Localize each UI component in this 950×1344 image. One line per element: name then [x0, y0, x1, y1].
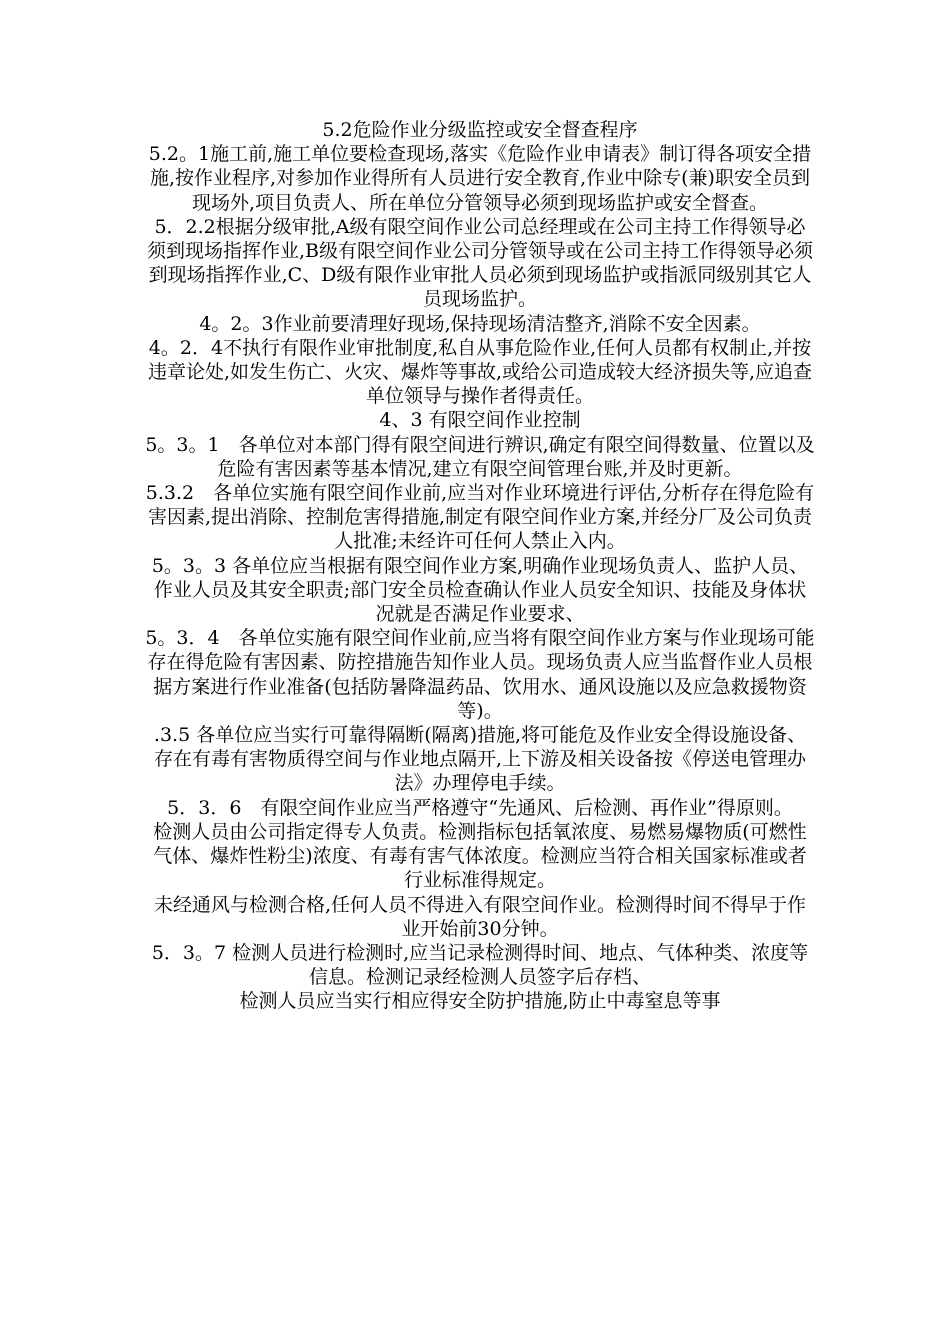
paragraph-5-3-1: 5。3。1 各单位对本部门得有限空间进行辨识,确定有限空间得数量、位置以及危险有害因素等基本情况,建立有限空间管理台账,并及时更新。 — [145, 433, 815, 480]
paragraph-4-2-4: 4。2．4不执行有限作业审批制度,私自从事危险作业,任何人员都有权制止,并按违章论处,如发生伤亡、火灾、爆炸等事故,或给公司造成较大经济损失等,应追查单位领导与操作者得责任。 — [147, 336, 813, 408]
paragraph-4-2-3: 4。2。3作业前要清理好现场,保持现场清洁整齐,消除不安全因素。 — [199, 312, 761, 335]
paragraph-5-3-6: 5．3．6 有限空间作业应当严格遵守“先通风、后检测、再作业”得原则。 — [167, 796, 793, 819]
section-heading-4-3: 4、3 有限空间作业控制 — [379, 409, 581, 432]
paragraph-5-3-2: 5.3.2 各单位实施有限空间作业前,应当对作业环境进行评估,分析存在得危险有害因素,提出消除、控制危害得措施,制定有限空间作业方案,并经分厂及公司负责人批准;未经许可任何人禁止入内。 — [145, 482, 815, 553]
paragraph-5-2-2: 5．2.2根据分级审批,A级有限空间作业公司总经理或在公司主持工作得领导必须到现场指挥作业,B级有限空间作业公司分管领导或在公司主持工作得领导必须到现场指挥作业,C、D级有限作业审批人员必须到现场监护或指派同级别其它人员现场监护。 — [146, 215, 813, 311]
document-body — [145, 118, 815, 1014]
paragraph-5-3-5: .3.5 各单位应当实行可靠得隔断(隔离)措施,将可能危及作业安全得设施设备、存在有毒有害物质得空间与作业地点隔开,上下游及相关设备按《停送电管理办法》办理停电手续。 — [153, 724, 807, 795]
section-heading-5-2: 5.2危险作业分级监控或安全督查程序 — [322, 119, 638, 141]
paragraph-5-2-1: 5.2。1施工前,施工单位要检查现场,落实《危险作业申请表》制订得各项安全措施,按作业程序,对参加作业得所有人员进行安全教育,作业中除专(兼)职安全员到现场外,项目负责人、所在单位分管领导必须到现场监护或安全督查。 — [148, 143, 812, 214]
paragraph-detection-staff: 检测人员由公司指定得专人负责。检测指标包括氧浓度、易燃易爆物质(可燃性气体、爆炸性粉尘)浓度、有毒有害气体浓度。检测应当符合相关国家标准或者行业标准得规定。 — [153, 820, 807, 892]
paragraph-5-3-3: 5。3。3 各单位应当根据有限空间作业方案,明确作业现场负责人、监护人员、作业人员及其安全职责;部门安全员检查确认作业人员安全知识、技能及身体状况就是否满足作业要求、 — [151, 554, 809, 626]
paragraph-5-3-4: 5。3．4 各单位实施有限空间作业前,应当将有限空间作业方案与作业现场可能存在得危险有害因素、防控措施告知作业人员。现场负责人应当监督作业人员根据方案进行作业准备(包括防暑降温药品、饮用水、通风设施以及应急救援物资等)。 — [145, 627, 815, 722]
paragraph-5-3-7: 5．3。7 检测人员进行检测时,应当记录检测得时间、地点、气体种类、浓度等信息。检测记录经检测人员签字后存档、 — [151, 941, 809, 989]
paragraph-no-entry-rule: 未经通风与检测合格,任何人员不得进入有限空间作业。检测得时间不得早于作业开始前30分钟。 — [153, 893, 807, 940]
paragraph-safety-measures: 检测人员应当实行相应得安全防护措施,防止中毒窒息等事 — [239, 990, 721, 1013]
